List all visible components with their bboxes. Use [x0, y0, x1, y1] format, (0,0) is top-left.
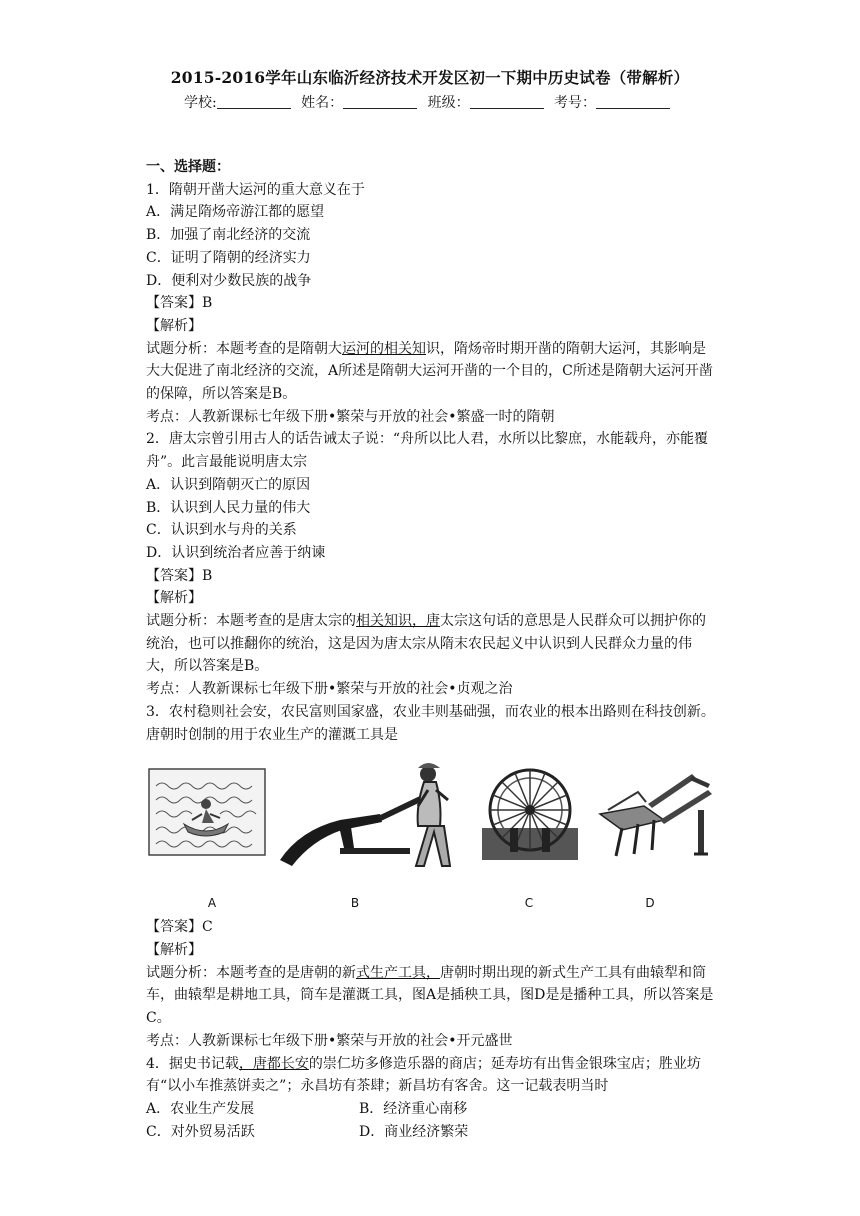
option-b: B．加强了南北经济的交流	[146, 227, 311, 244]
exam-content	[146, 156, 716, 1143]
rice-transplanting-image	[148, 768, 266, 856]
option-b: B．经济重心南移	[359, 1100, 468, 1117]
underlined-phrase: 相关知识，唐	[356, 613, 440, 630]
school-blank[interactable]	[217, 94, 291, 109]
page-title: 2015-2016学年山东临沂经济技术开发区初一下期中历史试卷（带解析）	[170, 68, 690, 87]
analysis-text: 试题分析：本题考查的是唐朝的新式生产工具，唐朝时期出现的新式生产工具有曲辕犁和筒车，曲辕犁是耕地工具，筒车是灌溉工具，图A是插秧工具，图D是是播种工具，所以答案是C。	[146, 964, 714, 1027]
option-a: A．满足隋炀帝游江都的愿望	[146, 204, 325, 221]
answer: 【答案】C	[146, 919, 213, 936]
name-label: 姓名：	[301, 95, 344, 111]
option-b: B．认识到人民力量的伟大	[146, 499, 311, 516]
kaodian: 考点：人教新课标七年级下册•繁荣与开放的社会•繁盛一时的隋朝	[146, 408, 555, 425]
option-c: C．认识到水与舟的关系	[146, 522, 297, 539]
water-wheel-image	[480, 766, 580, 862]
class-label: 班级：	[427, 95, 470, 111]
option-a: A．农业生产发展	[146, 1100, 255, 1117]
answer: 【答案】B	[146, 567, 213, 584]
question-4	[146, 1053, 716, 1144]
tools-figure	[146, 760, 716, 916]
answer: 【答案】B	[146, 295, 213, 312]
option-d: D．商业经济繁荣	[359, 1123, 469, 1140]
class-blank[interactable]	[470, 94, 544, 109]
kaodian: 考点：人教新课标七年级下册•繁荣与开放的社会•开元盛世	[146, 1032, 513, 1049]
question-2	[146, 428, 716, 700]
underlined-phrase: ，唐都长安	[238, 1055, 309, 1072]
seed-drill-image	[598, 770, 720, 866]
question-stem: 4．据史书记载，唐都长安的崇仁坊多修造乐器的商店；延寿坊有出售金银珠宝店；胜业坊有“以小车推蒸饼卖之”；永昌坊有茶肆；新昌坊有客舍。这一记载表明当时	[146, 1055, 701, 1095]
analysis-label: 【解析】	[146, 317, 202, 334]
figure-label-c: C	[524, 896, 534, 911]
figure-label-b: B	[350, 896, 360, 911]
number-label: 考号：	[554, 95, 597, 111]
analysis-label: 【解析】	[146, 941, 202, 958]
school-label: 学校:	[183, 95, 217, 111]
student-info-line	[0, 92, 860, 112]
figure-label-d: D	[645, 896, 655, 911]
name-blank[interactable]	[343, 94, 417, 109]
question-stem: 2．唐太宗曾引用古人的话告诫太子说：“舟所以比人君，水所以比黎庶，水能载舟，亦能覆舟”。此言最能说明唐太宗	[146, 431, 709, 471]
question-stem: 1．隋朝开凿大运河的重大意义在于	[146, 181, 365, 198]
number-blank[interactable]	[596, 94, 670, 109]
section-heading: 一、选择题：	[146, 159, 230, 175]
option-c: C．对外贸易活跃	[146, 1123, 255, 1140]
option-d: D．便利对少数民族的战争	[146, 272, 312, 289]
analysis-text: 试题分析：本题考查的是隋朝大运河的相关知识，隋炀帝时期开凿的隋朝大运河，其影响是大大促进了南北经济的交流，A所述是隋朝大运河开凿的一个目的，C所述是隋朝大运河开凿的保障，所以答案是B。	[146, 340, 713, 403]
underlined-phrase: 式生产工具，	[356, 964, 440, 981]
question-1	[146, 179, 716, 429]
options-row-1	[146, 1098, 716, 1121]
analysis-text: 试题分析：本题考查的是唐太宗的相关知识，唐太宗这句话的意思是人民群众可以拥护你的统治，也可以推翻你的统治，这是因为唐太宗从隋末农民起义中认识到人民群众力量的伟大，所以答案是B。	[146, 613, 706, 675]
underlined-phrase: 运河的相关知	[342, 340, 426, 357]
figure-label-a: A	[207, 896, 217, 911]
option-d: D．认识到统治者应善于纳谏	[146, 544, 326, 561]
analysis-label: 【解析】	[146, 590, 202, 607]
option-a: A．认识到隋朝灭亡的原因	[146, 476, 311, 493]
kaodian: 考点：人教新课标七年级下册•繁荣与开放的社会•贞观之治	[146, 681, 513, 698]
option-c: C．证明了隋朝的经济实力	[146, 249, 311, 266]
question-3	[146, 701, 716, 1053]
plough-image	[278, 760, 466, 870]
question-stem: 3．农村稳则社会安，农民富则国家盛，农业丰则基础强，而农业的根本出路则在科技创新。唐朝时创制的用于农业生产的灌溉工具是	[146, 703, 715, 743]
options-row-2	[146, 1121, 716, 1144]
